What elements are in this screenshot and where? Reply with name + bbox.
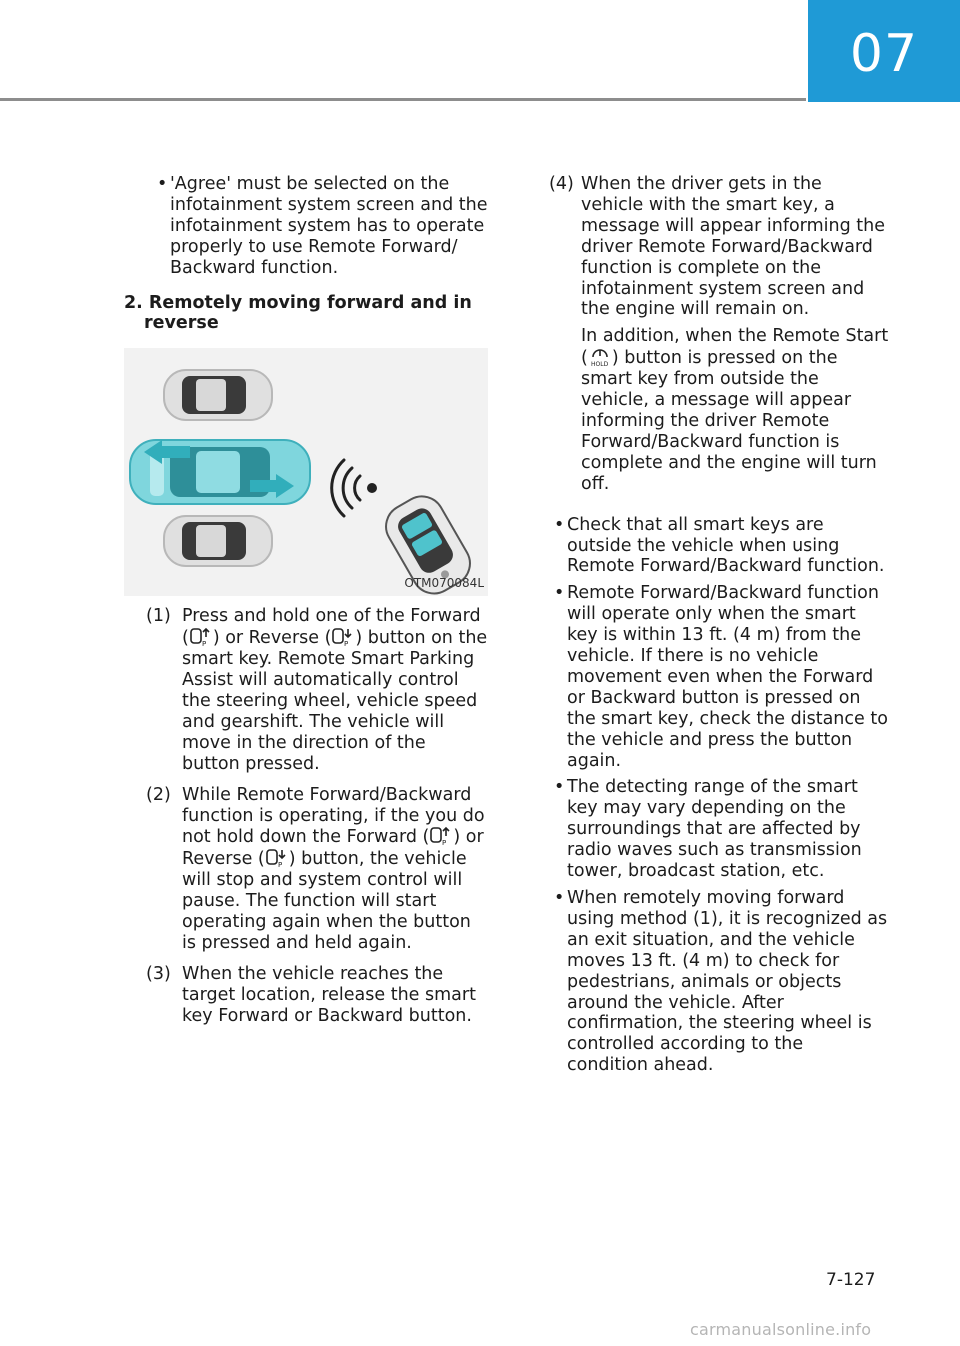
step-4-additional (581, 326, 889, 494)
step-2-number: (2) (146, 784, 171, 805)
step-4 (549, 174, 889, 495)
svg-text:HOLD: HOLD (590, 361, 609, 368)
step-3-number: (3) (146, 963, 171, 984)
step-2-text-b: ) or Reverse ( (182, 827, 484, 870)
reverse-button-icon (265, 848, 289, 868)
bullet-operating-range: • Remote Forward/Backward function will operate only when the smart key is within 13 ft. (4 m) from the vehicle. If there is no vehicle movement even when the Forward or Backward button is pressed on the smart key, check the distance to the vehicle and press the button again. (549, 583, 889, 771)
bullet-exit-situation: • When remotely moving forward using method (1), it is recognized as an exit situation, and the vehicle moves 13 ft. (4 m) to check for pedestrians, animals or objects around the vehicle. After confirmation, the steering wheel is controlled according to the condition ahead. (549, 888, 889, 1076)
step-3 (124, 964, 488, 1027)
page-number: 7-127 (826, 1270, 876, 1290)
step-3-text: When the vehicle reaches the target location, release the smart key Forward or Backward button. (182, 963, 476, 1026)
step-1-number: (1) (146, 606, 171, 627)
step-4-additional-post: ) button is pressed on the smart key from outside the vehicle, a message will appear informing the driver Remote Forward/Backward function is complete and the engine will turn off. (581, 348, 877, 494)
step-4-text: When the driver gets in the vehicle with the smart key, a message will appear informing the driver Remote Forward/Backward function is complete on the infotainment system screen and the engine will remain on. (581, 174, 885, 320)
parking-illustration-svg (124, 348, 488, 596)
parked-car-top-icon (164, 370, 272, 420)
bullet-detecting-range: • The detecting range of the smart key may vary depending on the surroundings that are affected by radio waves such as transmission tower, broadcast station, etc. (549, 777, 889, 882)
right-column (549, 174, 889, 1076)
step-4-number: (4) (549, 174, 574, 194)
step-1 (124, 606, 488, 774)
forward-button-icon (429, 826, 453, 846)
step-4-additional-pre: In addition, when the Remote Start ( (581, 326, 889, 369)
watermark: carmanualsonline.info (690, 1320, 872, 1339)
signal-waves-icon (332, 460, 377, 516)
svg-text:P: P (277, 861, 282, 869)
agree-note-bullet: • 'Agree' must be selected on the infotainment system screen and the infotainment system has to operate properly to use Remote Forward/ Backward function. (152, 174, 488, 279)
section-heading: 2. Remotely moving forward and in reverse (124, 292, 472, 334)
step-2 (124, 785, 488, 954)
step-1-text-a: Press and hold one of the Forward ( (182, 606, 481, 649)
svg-text:P: P (344, 640, 349, 648)
step-1-text-b: ) or Reverse ( (212, 628, 332, 649)
bullet-smart-keys-outside: • Check that all smart keys are outside the vehicle when using Remote Forward/Backward function. (549, 515, 889, 578)
forward-button-icon (189, 627, 213, 647)
parking-illustration (124, 348, 488, 596)
step-2-text-c: ) button, the vehicle will stop and system control will pause. The function will start operating again when the button is pressed and held again. (182, 849, 471, 953)
step-2-text-a: While Remote Forward/Backward function is operating, if the you do not hold down the Forward ( (182, 784, 485, 848)
figure-code: OTM070084L (404, 576, 484, 591)
parked-car-bottom-icon (164, 516, 272, 566)
remote-start-hold-icon (588, 347, 612, 367)
header-rule (0, 98, 806, 101)
left-column (124, 174, 488, 1027)
svg-text:P: P (442, 839, 447, 847)
chapter-tab: 07 (808, 0, 960, 102)
reverse-button-icon (331, 627, 355, 647)
svg-text:P: P (201, 640, 207, 648)
step-1-text-c: ) button on the smart key. Remote Smart Parking Assist will automatically control the steering wheel, vehicle speed and gearshift. The vehicle will move in the direction of the button pressed. (182, 628, 488, 774)
